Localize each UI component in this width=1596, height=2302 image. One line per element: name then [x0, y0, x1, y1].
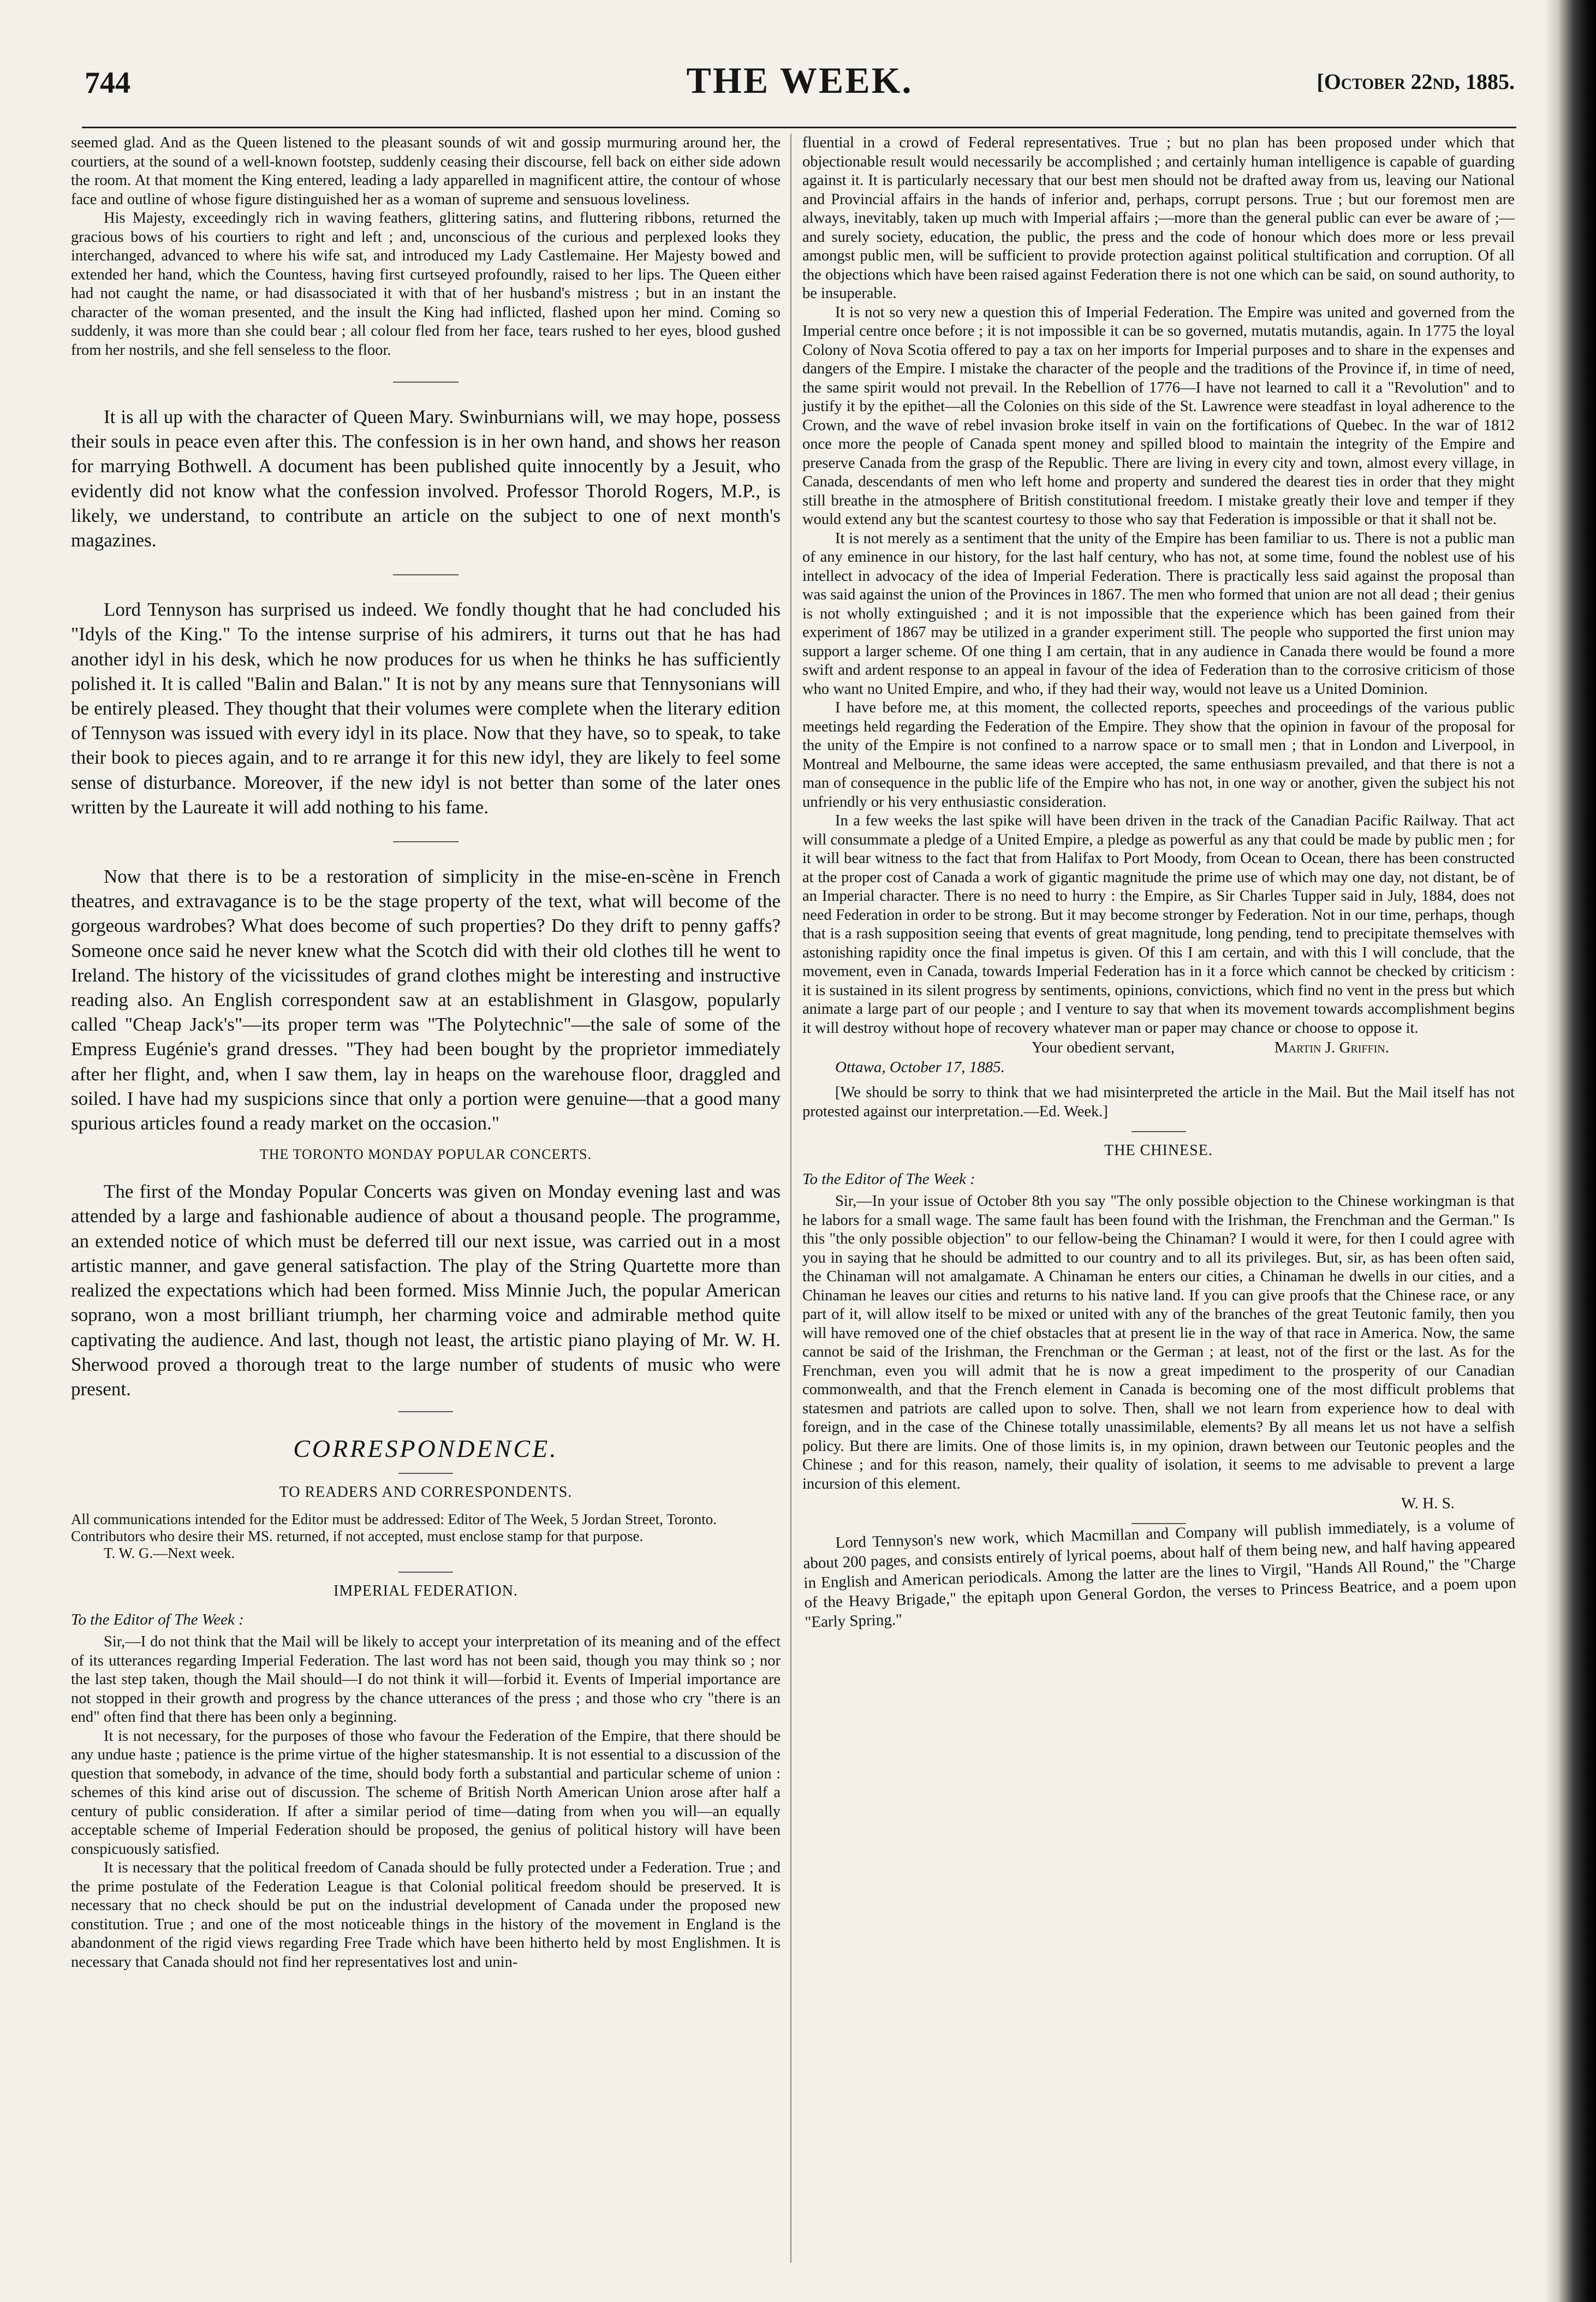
letter-salutation: To the Editor of The Week :	[802, 1170, 975, 1188]
notice-text: T. W. G.—Next week.	[104, 1545, 235, 1562]
section-separator	[398, 1572, 453, 1573]
letter-paragraph: It is necessary that the political freedom of Canada should be fully protected under a Federation. True ; and the prime postulate of the Federation League is that Colonial political freedom should be preserved. It is necessary that no check should be put on the industrial development of Canada under the proposed new constitution. True ; and one of the most noticeable things in the history of the movement in England is the abandonment of the rigid views regarding Free Trade which have been hitherto held by most Englishmen. It is necessary that Canada should not find her representatives lost and unin-	[71, 1859, 781, 1971]
letter-salutation: To the Editor of The Week :	[71, 1611, 244, 1629]
letter-paragraph: In a few weeks the last spike will have been driven in the track of the Canadian Pacific Railway. That act will consummate a pledge of a United Empire, a pledge as powerful as any that could be made by public men ; for it will bear witness to the fact that from Halifax to Port Moody, from Ocean to Ocean, there has been constructed at the proper cost of Canada a work of gigantic magnitude the prime use of which may one day, not distant, be of an Imperial character. There is no need to hurry : the Empire, as Sir Charles Tupper said in July, 1884, does not need Federation in order to be strong. But it may become stronger by Federation. Not in our time, perhaps, though that is a rash supposition seeing that events of great magnitude, long pending, tend to precipitate themselves with astonishing rapidity once the final impetus is given. Of this I am certain, and with this I will conclude, that the movement, even in Canada, towards Imperial Federation has in it a force which cannot be checked by criticism : it is sustained in its silent progress by sentiments, opinions, convictions, which find no vent in the press but which animate a large part of our people ; and I venture to say that when its movement towards accomplishment begins it will destroy without hope of recovery whatever man or paper may chance or choose to oppose it.	[802, 812, 1515, 1037]
issue-date: [October 22nd, 1885.	[1317, 69, 1515, 94]
page-number: 744	[85, 66, 130, 100]
letter-paragraph: fluential in a crowd of Federal representatives. True ; but no plan has been proposed under which that objectionable result would necessarily be accomplished ; and certainly human intelligence is capable of guarding against it. It is particularly necessary that our best men should not be drafted away from us, leaving our National and Provincial affairs in the hands of inferior and, perhaps, corrupt persons. True ; but our foremost men are always, inevitably, taken up much with Imperial affairs ;—more than the general public can ever be aware of ;—and surely society, education, the public, the press and the code of honour which does more or less prevail amongst public men, will be sufficient to provide protection against political stultification and corruption. Of all the objections which have been raised against Federation there is not one which can be said, on sound authority, to be insuperable.	[802, 134, 1515, 302]
column-divider	[790, 134, 791, 2263]
letter-paragraph: I have before me, at this moment, the collected reports, speeches and proceedings of the various public meetings held regarding the Federation of the Empire. They show that the opinion in favour of the proposal for the unity of the Empire is not confined to a narrow space or to small men ; that in London and Liverpool, in Montreal and Melbourne, the same ideas were accepted, the same enthusiasm prevailed, and that there is not a man of consequence in the public life of the Empire who has not, in one way or another, given the subject his not unfriendly or his very enthusiastic consideration.	[802, 699, 1515, 811]
section-separator	[393, 841, 458, 842]
article-paragraph: Now that there is to be a restoration of simplicity in the mise-en-scène in French theatres, and extravagance is to be the stage property of the text, what will become of the gorgeous wardrobes? What does become of such properties? Do they drift to penny gaffs? Someone once said he never knew what the Scotch did with their old clothes till he went to Ireland. The history of the vicissitudes of grand clothes might be interesting and instructive reading also. An English correspondent saw at an establishment in Glasgow, popularly called "Cheap Jack's"—its proper term was "The Polytechnic"—the sale of some of the Empress Eugénie's grand dresses. "They had been bought by the proprietor immediately after her flight, and, when I saw them, lay in heaps on the warehouse floor, draggled and soiled. I have had my suspicions since that only a portion were genuine—that a good many spurious articles found a ready market on the occasion."	[71, 866, 781, 1134]
letter-paragraph: It is not so very new a question this of Imperial Federation. The Empire was united and governed from the Imperial centre once before ; it is not impossible it can be so governed, mutatis mutandis, again. In 1775 the loyal Colony of Nova Scotia offered to pay a tax on her imports for Imperial purposes and to share in the expenses and dangers of the Empire. I mistake the character of the people and the traditions of the Province if, in time of need, the same spirit would not prevail. In the Rebellion of 1776—I have not learned to call it a "Revolution" and to justify it by the epithet—all the Colonies on this side of the St. Lawrence were steadfast in loyal adherence to the Crown, and the wave of rebel invasion broke itself in vain on the fortifications of Quebec. In the war of 1812 once more the people of Canada spent money and spilled blood to maintain the integrity of the Empire and preserve Canada from the grasp of the Republic. There are living in every city and town, almost every village, in Canada, descendants of men who left home and property and sundered the dearest ties in order that they might still breathe in the atmosphere of British constitutional freedom. I mistake greatly their love and temper if they would extend any but the scantest courtesy to those who say that Federation is impossible or that it shall not be.	[802, 304, 1515, 528]
article-paragraph: It is all up with the character of Queen Mary. Swinburnians will, we may hope, possess their souls in peace even after this. The confession is in her own hand, and shows her reason for marrying Bothwell. A document has been published quite innocently by a Jesuit, who evidently did not know what the confession involved. Professor Thorold Rogers, M.P., is likely, we understand, to contribute an article on the subject to one of next month's magazines.	[71, 406, 781, 551]
editor-note: [We should be sorry to think that we had misinterpreted the article in the Mail. But the Mail itself has not protested against our interpretation.—Ed. Week.]	[802, 1084, 1515, 1120]
correspondence-heading: CORRESPONDENCE.	[293, 1435, 558, 1463]
section-separator	[393, 574, 458, 575]
notice-text: All communications intended for the Editor must be addressed: Editor of The Week, 5 Jordan Street, Toronto.	[71, 1511, 717, 1528]
quote-paragraph: His Majesty, exceedingly rich in waving feathers, glittering satins, and fluttering ribbons, returned the gracious bows of his courtiers to right and left ; and, unconscious of the curious and perplexed looks they interchanged, advanced to where his wife sat, and introduced my Lady Castlemaine. Her Majesty bowed and extended her hand, which the Countess, having first curtseyed profoundly, raised to her lips. The Queen either had not caught the name, or had disassociated it with that of her husband's mistress ; but in an instant the character of the woman presented, and the insult the King had inflicted, flashed upon her mind. Coming so suddenly, it was more than she could bear ; all colour fled from her face, tears rushed to her eyes, blood gushed from her nostrils, and she fell senseless to the floor.	[71, 210, 781, 359]
letter-paragraph: Sir,—I do not think that the Mail will be likely to accept your interpretation of its meaning and of the effect of its utterances regarding Imperial Federation. The last word has not been said, though you may think so ; nor the last step taken, though the Mail should—I do not think it will—forbid it. Events of Imperial importance are not stopped in their growth and progress by the chance utterances of the press ; and those who cry "there is an end" often find that there has been only a beginning.	[71, 1633, 781, 1726]
section-separator	[398, 1473, 453, 1474]
signature-name: W. H. S.	[1401, 1495, 1455, 1512]
letter-paragraph: Sir,—In your issue of October 8th you say "The only possible objection to the Chinese workingman is that he labors for a small wage. The same fault has been found with the Irishman, the Frenchman and the German." Is this "the only possible objection" to our fellow-being the Chinaman? I would it were, for then I could agree with you in saying that he should be admitted to our country and to all its privileges. But, sir, as has been often said, the Chinaman will not amalgamate. A Chinaman he enters our cities, a Chinaman he dwells in our cities, and a Chinaman he leaves our cities and returns to his native land. If you can give proofs that the Chinese race, or any part of it, will allow itself to be mixed or united with any of the branches of the great Teutonic family, then you will have removed one of the chief obstacles that at present lie in the way of that race in America. Now, the same cannot be said of the Irishman, the Frenchman or the German ; at least, not of the first or the last. As for the Frenchman, even you will admit that he is now a great impediment to the prosperity of our Canadian commonwealth, and that the French element in Canada is becoming one of the most difficult problems that statesmen and patriots are called upon to solve. Then, shall we not learn from experience how to deal with foreign, and in the case of the Chinese totally unassimilable, elements? By all means let us not have a selfish policy. But there are limits. One of those limits is, in my opinion, drawn between our Teutonic peoples and the Chinese ; and for this reason, namely, their quality of isolation, it seems to me advisable to prevent a large incursion of this element.	[802, 1193, 1515, 1492]
section-separator	[393, 382, 458, 383]
quote-paragraph: seemed glad. And as the Queen listened to the pleasant sounds of wit and gossip murmuring around her, the courtiers, at the sound of a well-known footstep, suddenly ceasing their discourse, fell back on either side adown the room. At that moment the King entered, leading a lady apparelled in magnificent attire, the contour of whose face and outline of whose figure distinguished her as a woman of supreme and sensuous loveliness.	[71, 134, 781, 208]
letter-place-date: Ottawa, October 17, 1885.	[835, 1058, 1005, 1076]
page-header	[85, 59, 1515, 103]
article-paragraph: Lord Tennyson has surprised us indeed. We fondly thought that he had concluded his "Idyls of the King." To the intense surprise of his admirers, it turns out that he has had another idyl in his desk, which he now produces for us when he thinks he has sufficiently polished it. It is called "Balin and Balan." It is not by any means sure that Tennysonians will be entirely pleased. They thought that their volumes were complete when the literary edition of Tennyson was issued with every idyl in its place. Now that they have, so to speak, to take their book to pieces again, and to re arrange it for this new idyl, they are likely to feel some sense of disturbance. Moreover, if the new idyl is not better than some of the later ones written by the Laureate it will add nothing to his fame.	[71, 599, 781, 818]
masthead-title: THE WEEK.	[686, 60, 913, 101]
signature-name: Martin J. Griffin.	[1274, 1039, 1389, 1056]
section-heading: THE CHINESE.	[1104, 1142, 1213, 1159]
section-separator	[1132, 1131, 1186, 1132]
section-heading: TO READERS AND CORRESPONDENTS.	[279, 1484, 573, 1501]
letter-signature	[802, 1038, 1515, 1057]
right-column	[802, 134, 1515, 1632]
section-heading: IMPERIAL FEDERATION.	[334, 1583, 518, 1600]
article-paragraph: The first of the Monday Popular Concerts was given on Monday evening last and was attended by a large and fashionable audience of about a thousand people. The programme, an extended notice of which must be deferred till our next issue, was carried out in a most artistic manner, and gave general satisfaction. The play of the String Quartette more than realized the expectations which had been formed. Miss Minnie Juch, the popular American soprano, won a most brilliant triumph, her charming voice and admirable method quite captivating the audience. And last, though not least, the artistic piano playing of Mr. W. H. Sherwood proved a thorough treat to the large number of students of music who were present.	[71, 1181, 781, 1400]
signature-closing: Your obedient servant,	[1032, 1039, 1175, 1056]
section-separator	[398, 1411, 453, 1412]
letter-paragraph: It is not merely as a sentiment that the unity of the Empire has been familiar to us. There is not a public man of any eminence in our history, for the last half century, who has not, at some time, found the noblest use of his intellect in advocacy of the idea of Imperial Federation. There is practically less said against the proposal than was said against the union of the Provinces in 1867. The men who formed that union are not all dead ; their genius is not wholly extinguished ; and it is not impossible that the experience which has been gained from their experiment of 1867 may be utilized in a grander experiment still. The people who supported the first union may support a larger scheme. Of one thing I am certain, that in any audience in Canada there would be found a more swift and ardent response to an appeal in favour of the idea of Federation than to the corrosive criticism of those who want no United Empire, and who, if they had their way, would not leave us a United Dominion.	[802, 530, 1515, 698]
article-paragraph: Lord Tennyson's new work, which Macmillan and Company will publish immediately, is a volume of about 200 pages, and consists entirely of lyrical poems, about half of them being new, and half having appeared in English and American periodicals. Among the latter are the lines to Virgil, "Hands All Round," the "Charge of the Heavy Brigade," the epitaph upon General Gordon, the verses to Princess Beatrice, and a poem upon "Early Spring."	[803, 1515, 1517, 1631]
notice-text: Contributors who desire their MS. returned, if not accepted, must enclose stamp for that purpose.	[71, 1528, 644, 1545]
left-column	[71, 134, 781, 1972]
section-heading: THE TORONTO MONDAY POPULAR CONCERTS.	[259, 1146, 592, 1163]
letter-paragraph: It is not necessary, for the purposes of those who favour the Federation of the Empire, that there should be any undue haste ; patience is the prime virtue of the higher statesmanship. It is not essential to a discussion of the question that somebody, in advance of the time, should body forth a substantial and particular scheme of union : schemes of this kind arise out of discussion. The scheme of British North American Union arose after half a century of public consideration. If after a similar period of time—dating from when you will—an equally acceptable scheme of Imperial Federation should be proposed, the genius of political history will have been conspicuously satisfied.	[71, 1727, 781, 1858]
header-rule	[82, 127, 1516, 128]
book-spine-shadow	[1544, 0, 1596, 2302]
